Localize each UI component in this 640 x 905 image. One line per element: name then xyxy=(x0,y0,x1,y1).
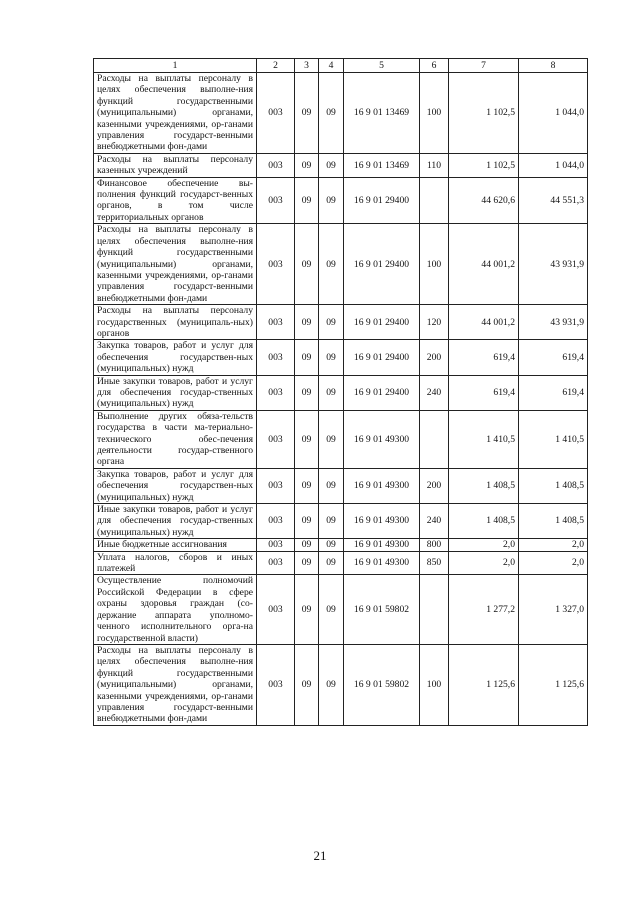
expense-type-cell: 100 xyxy=(420,644,449,725)
ministry-code-cell: 003 xyxy=(257,73,295,154)
table-header-row xyxy=(94,59,588,73)
expense-type-cell: 200 xyxy=(420,468,449,503)
expense-type-cell: 100 xyxy=(420,224,449,305)
table-row xyxy=(94,575,588,644)
amount-year1-cell: 1 102,5 xyxy=(449,153,519,177)
amount-year1-cell: 2,0 xyxy=(449,551,519,575)
target-article-cell: 16 9 01 59802 xyxy=(344,644,420,725)
column-header: 1 xyxy=(94,59,257,73)
amount-year1-cell: 1 408,5 xyxy=(449,504,519,539)
amount-year2-cell: 619,4 xyxy=(519,340,588,375)
section-cell: 09 xyxy=(295,644,319,725)
amount-year2-cell: 1 044,0 xyxy=(519,153,588,177)
section-cell: 09 xyxy=(295,575,319,644)
expense-type-cell xyxy=(420,177,449,224)
column-header: 3 xyxy=(295,59,319,73)
target-article-cell: 16 9 01 49300 xyxy=(344,504,420,539)
subsection-cell: 09 xyxy=(319,73,344,154)
table-row xyxy=(94,375,588,410)
item-name-cell: Расходы на выплаты персоналу государственных (муниципаль-ных) органов xyxy=(94,305,257,340)
target-article-cell: 16 9 01 29400 xyxy=(344,375,420,410)
table-row xyxy=(94,468,588,503)
section-cell: 09 xyxy=(295,73,319,154)
item-name-cell: Расходы на выплаты персоналу в целях обеспечения выполне-ния функций государственными (муниципальными) органами, казенными учреждениями, ор-ганами управления государст-венными внебюджетными фон-дами xyxy=(94,644,257,725)
target-article-cell: 16 9 01 49300 xyxy=(344,539,420,551)
target-article-cell: 16 9 01 13469 xyxy=(344,153,420,177)
section-cell: 09 xyxy=(295,468,319,503)
section-cell: 09 xyxy=(295,305,319,340)
ministry-code-cell: 003 xyxy=(257,551,295,575)
column-header: 5 xyxy=(344,59,420,73)
expense-type-cell: 850 xyxy=(420,551,449,575)
section-cell: 09 xyxy=(295,551,319,575)
amount-year1-cell: 1 102,5 xyxy=(449,73,519,154)
target-article-cell: 16 9 01 49300 xyxy=(344,410,420,468)
subsection-cell: 09 xyxy=(319,375,344,410)
table-row xyxy=(94,410,588,468)
amount-year2-cell: 1 327,0 xyxy=(519,575,588,644)
column-header: 7 xyxy=(449,59,519,73)
table-row xyxy=(94,305,588,340)
amount-year2-cell: 2,0 xyxy=(519,551,588,575)
section-cell: 09 xyxy=(295,153,319,177)
amount-year1-cell: 619,4 xyxy=(449,340,519,375)
ministry-code-cell: 003 xyxy=(257,375,295,410)
expense-type-cell: 240 xyxy=(420,375,449,410)
section-cell: 09 xyxy=(295,410,319,468)
item-name-cell: Расходы на выплаты персоналу в целях обеспечения выполне-ния функций государственными (муниципальными) органами, казенными учреждениями, ор-ганами управления государст-венными внебюджетными фон-дами xyxy=(94,73,257,154)
amount-year2-cell: 1 410,5 xyxy=(519,410,588,468)
table-row xyxy=(94,504,588,539)
item-name-cell: Иные бюджетные ассигнования xyxy=(94,539,257,551)
target-article-cell: 16 9 01 59802 xyxy=(344,575,420,644)
ministry-code-cell: 003 xyxy=(257,305,295,340)
amount-year1-cell: 44 620,6 xyxy=(449,177,519,224)
ministry-code-cell: 003 xyxy=(257,644,295,725)
column-header: 6 xyxy=(420,59,449,73)
expense-type-cell: 200 xyxy=(420,340,449,375)
subsection-cell: 09 xyxy=(319,575,344,644)
item-name-cell: Иные закупки товаров, работ и услуг для обеспечения государ-ственных (муниципальных) нужд xyxy=(94,504,257,539)
subsection-cell: 09 xyxy=(319,504,344,539)
amount-year2-cell: 43 931,9 xyxy=(519,224,588,305)
ministry-code-cell: 003 xyxy=(257,539,295,551)
amount-year2-cell: 44 551,3 xyxy=(519,177,588,224)
subsection-cell: 09 xyxy=(319,177,344,224)
column-header: 8 xyxy=(519,59,588,73)
target-article-cell: 16 9 01 29400 xyxy=(344,340,420,375)
item-name-cell: Расходы на выплаты персоналу казенных учреждений xyxy=(94,153,257,177)
amount-year2-cell: 1 408,5 xyxy=(519,504,588,539)
amount-year1-cell: 1 277,2 xyxy=(449,575,519,644)
amount-year1-cell: 2,0 xyxy=(449,539,519,551)
table-row xyxy=(94,73,588,154)
subsection-cell: 09 xyxy=(319,644,344,725)
ministry-code-cell: 003 xyxy=(257,177,295,224)
section-cell: 09 xyxy=(295,177,319,224)
table-row xyxy=(94,177,588,224)
subsection-cell: 09 xyxy=(319,340,344,375)
ministry-code-cell: 003 xyxy=(257,224,295,305)
subsection-cell: 09 xyxy=(319,305,344,340)
column-header: 2 xyxy=(257,59,295,73)
expense-type-cell xyxy=(420,575,449,644)
amount-year1-cell: 1 408,5 xyxy=(449,468,519,503)
expense-type-cell: 110 xyxy=(420,153,449,177)
ministry-code-cell: 003 xyxy=(257,468,295,503)
expense-type-cell: 800 xyxy=(420,539,449,551)
amount-year2-cell: 43 931,9 xyxy=(519,305,588,340)
ministry-code-cell: 003 xyxy=(257,410,295,468)
table-row xyxy=(94,224,588,305)
section-cell: 09 xyxy=(295,539,319,551)
target-article-cell: 16 9 01 29400 xyxy=(344,224,420,305)
subsection-cell: 09 xyxy=(319,410,344,468)
amount-year1-cell: 44 001,2 xyxy=(449,224,519,305)
subsection-cell: 09 xyxy=(319,468,344,503)
subsection-cell: 09 xyxy=(319,224,344,305)
section-cell: 09 xyxy=(295,224,319,305)
subsection-cell: 09 xyxy=(319,551,344,575)
expense-type-cell: 100 xyxy=(420,73,449,154)
item-name-cell: Осуществление полномочий Российской Федерации в сфере охраны здоровья граждан (со-держание аппарата уполномо-ченного исполнительного орга-на государственной власти) xyxy=(94,575,257,644)
page-number: 21 xyxy=(313,848,327,863)
subsection-cell: 09 xyxy=(319,539,344,551)
amount-year2-cell: 1 408,5 xyxy=(519,468,588,503)
amount-year2-cell: 1 044,0 xyxy=(519,73,588,154)
section-cell: 09 xyxy=(295,375,319,410)
item-name-cell: Расходы на выплаты персоналу в целях обеспечения выполне-ния функций государственными (муниципальными) органами, казенными учреждениями, ор-ганами управления государст-венными внебюджетными фон-дами xyxy=(94,224,257,305)
target-article-cell: 16 9 01 49300 xyxy=(344,468,420,503)
amount-year1-cell: 619,4 xyxy=(449,375,519,410)
subsection-cell: 09 xyxy=(319,153,344,177)
amount-year1-cell: 44 001,2 xyxy=(449,305,519,340)
item-name-cell: Выполнение других обяза-тельств государства в части ма-териально-технического обес-печения деятельности государ-ственного органа xyxy=(94,410,257,468)
target-article-cell: 16 9 01 29400 xyxy=(344,177,420,224)
amount-year1-cell: 1 410,5 xyxy=(449,410,519,468)
expense-type-cell: 120 xyxy=(420,305,449,340)
item-name-cell: Уплата налогов, сборов и иных платежей xyxy=(94,551,257,575)
item-name-cell: Финансовое обеспечение вы-полнения функций государст-венных органов, в том числе территориальных органов xyxy=(94,177,257,224)
ministry-code-cell: 003 xyxy=(257,153,295,177)
table-row xyxy=(94,551,588,575)
table-row xyxy=(94,644,588,725)
target-article-cell: 16 9 01 49300 xyxy=(344,551,420,575)
amount-year2-cell: 1 125,6 xyxy=(519,644,588,725)
ministry-code-cell: 003 xyxy=(257,575,295,644)
table-row xyxy=(94,153,588,177)
expense-type-cell: 240 xyxy=(420,504,449,539)
amount-year2-cell: 2,0 xyxy=(519,539,588,551)
ministry-code-cell: 003 xyxy=(257,504,295,539)
amount-year2-cell: 619,4 xyxy=(519,375,588,410)
target-article-cell: 16 9 01 13469 xyxy=(344,73,420,154)
table-row xyxy=(94,340,588,375)
expense-type-cell xyxy=(420,410,449,468)
budget-table xyxy=(93,58,588,726)
column-header: 4 xyxy=(319,59,344,73)
item-name-cell: Закупка товаров, работ и услуг для обеспечения государствен-ных (муниципальных) нужд xyxy=(94,340,257,375)
section-cell: 09 xyxy=(295,504,319,539)
ministry-code-cell: 003 xyxy=(257,340,295,375)
table-row xyxy=(94,539,588,551)
amount-year1-cell: 1 125,6 xyxy=(449,644,519,725)
table-body xyxy=(94,59,588,726)
item-name-cell: Закупка товаров, работ и услуг для обеспечения государствен-ных (муниципальных) нужд xyxy=(94,468,257,503)
section-cell: 09 xyxy=(295,340,319,375)
target-article-cell: 16 9 01 29400 xyxy=(344,305,420,340)
item-name-cell: Иные закупки товаров, работ и услуг для обеспечения государ-ственных (муниципальных) нужд xyxy=(94,375,257,410)
